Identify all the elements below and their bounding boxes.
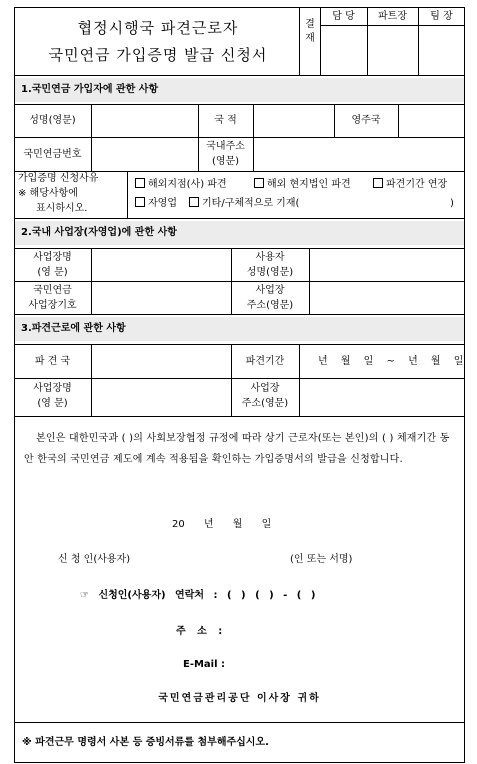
pension-number-field[interactable] [92, 138, 197, 170]
extension-label: 파견기간 연장 [386, 179, 448, 190]
domestic-address-label: 국내주소 (영문) [206, 141, 245, 167]
self-employed-label: 자영업 [148, 198, 177, 209]
biz-number-field[interactable] [92, 282, 230, 313]
declaration-paragraph: 본인은 대한민국과 ( )의 사회보장협정 규정에 따라 상기 근로자(또는 본인)의 ( ) 체재기간 동안 한국의 국민연금 제도에 계속 적용됨을 확인하는 가입증명서의 발급을 신청합니다. [24, 433, 450, 465]
recipient: 국민연금관리공단 이사장 귀하 [158, 693, 321, 704]
nationality-label: 국 적 [214, 115, 237, 126]
form-title-line2: 국민연금 가입증명 발급 신청서 [48, 46, 268, 64]
approval-label: 결 재 [305, 19, 315, 44]
dispatch-country-field[interactable] [92, 345, 230, 377]
employer-name-field[interactable] [310, 249, 464, 280]
residence-country-label: 영주국 [351, 115, 381, 126]
name-label: 성명(영문) [29, 115, 76, 126]
biz-name-field[interactable] [92, 249, 230, 280]
approval-col-team-leader: 팀 장 [430, 11, 453, 22]
biz-name-label: 사업장명 (영 문) [33, 252, 72, 278]
overseas-branch-label: 해외지점(사) 파견 [148, 179, 227, 190]
residence-country-field[interactable] [399, 105, 464, 136]
other-label: 기타/구체적으로 기재( [202, 198, 300, 209]
reason-note-2: 표시하시오. [36, 203, 88, 214]
form-title-line1: 협정시행국 파견근로자 [77, 19, 239, 37]
application-date[interactable]: 20 년 월 일 [172, 519, 272, 530]
section1-title: 1.국민연금 가입자에 관한 사항 [15, 78, 464, 102]
dispatch-biz-name-label: 사업장명 (영 문) [33, 383, 72, 409]
overseas-branch-checkbox[interactable] [135, 178, 145, 188]
attachment-note: ※ 파견근무 명령서 사본 등 증빙서류를 첨부해주십시오. [22, 737, 269, 748]
self-employed-checkbox[interactable] [135, 197, 145, 207]
option-extension[interactable] [373, 178, 447, 191]
overseas-subsidiary-label: 해외 현지법인 파견 [267, 179, 351, 190]
option-overseas-branch[interactable] [135, 178, 227, 191]
biz-address-label: 사업장 주소(영문) [246, 285, 294, 311]
reason-label: 가입증명 신청사유 [18, 173, 99, 184]
nationality-field[interactable] [254, 105, 333, 136]
dispatch-biz-address-label: 사업장 주소(영문) [241, 383, 289, 409]
approval-col-staff: 담 당 [332, 11, 355, 22]
section3-title: 3.파견근로에 관한 사항 [15, 317, 464, 341]
biz-number-label: 국민연금 사업장기호 [28, 285, 77, 311]
email-label[interactable]: E-Mail : [183, 659, 226, 670]
other-checkbox[interactable] [189, 197, 199, 207]
reason-note: ※ 해당사항에 [18, 188, 78, 199]
approval-col-part-leader: 파트장 [378, 11, 407, 22]
contact-label[interactable]: ☞ 신청인(사용자) 연락처 : ( ) ( ) - ( ) [80, 590, 316, 601]
option-other-close: ) [450, 198, 454, 209]
dispatch-biz-name-field[interactable] [92, 379, 230, 415]
dispatch-period-value[interactable]: 년 월 일 ~ 년 월 일 [318, 356, 464, 367]
dispatch-country-label: 파 견 국 [34, 356, 71, 367]
dispatch-biz-address-field[interactable] [300, 379, 464, 415]
pension-number-label: 국민연금번호 [23, 149, 82, 160]
option-self-employed[interactable] [135, 197, 177, 210]
biz-address-field[interactable] [310, 282, 464, 313]
applicant-label: 신 청 인(사용자) [58, 554, 131, 565]
employer-name-label: 사용자 성명(영문) [246, 252, 294, 278]
dispatch-period-label: 파견기간 [245, 356, 285, 367]
option-other[interactable] [189, 197, 299, 210]
overseas-subsidiary-checkbox[interactable] [254, 178, 264, 188]
extension-checkbox[interactable] [373, 178, 383, 188]
name-field[interactable] [92, 105, 197, 136]
signature-label[interactable]: (인 또는 서명) [290, 554, 353, 565]
address-label[interactable]: 주 소 : [176, 626, 223, 637]
domestic-address-field[interactable] [254, 138, 464, 170]
option-overseas-subsidiary[interactable] [254, 178, 351, 191]
section2-title: 2.국내 사업장(자영업)에 관한 사항 [15, 221, 464, 245]
